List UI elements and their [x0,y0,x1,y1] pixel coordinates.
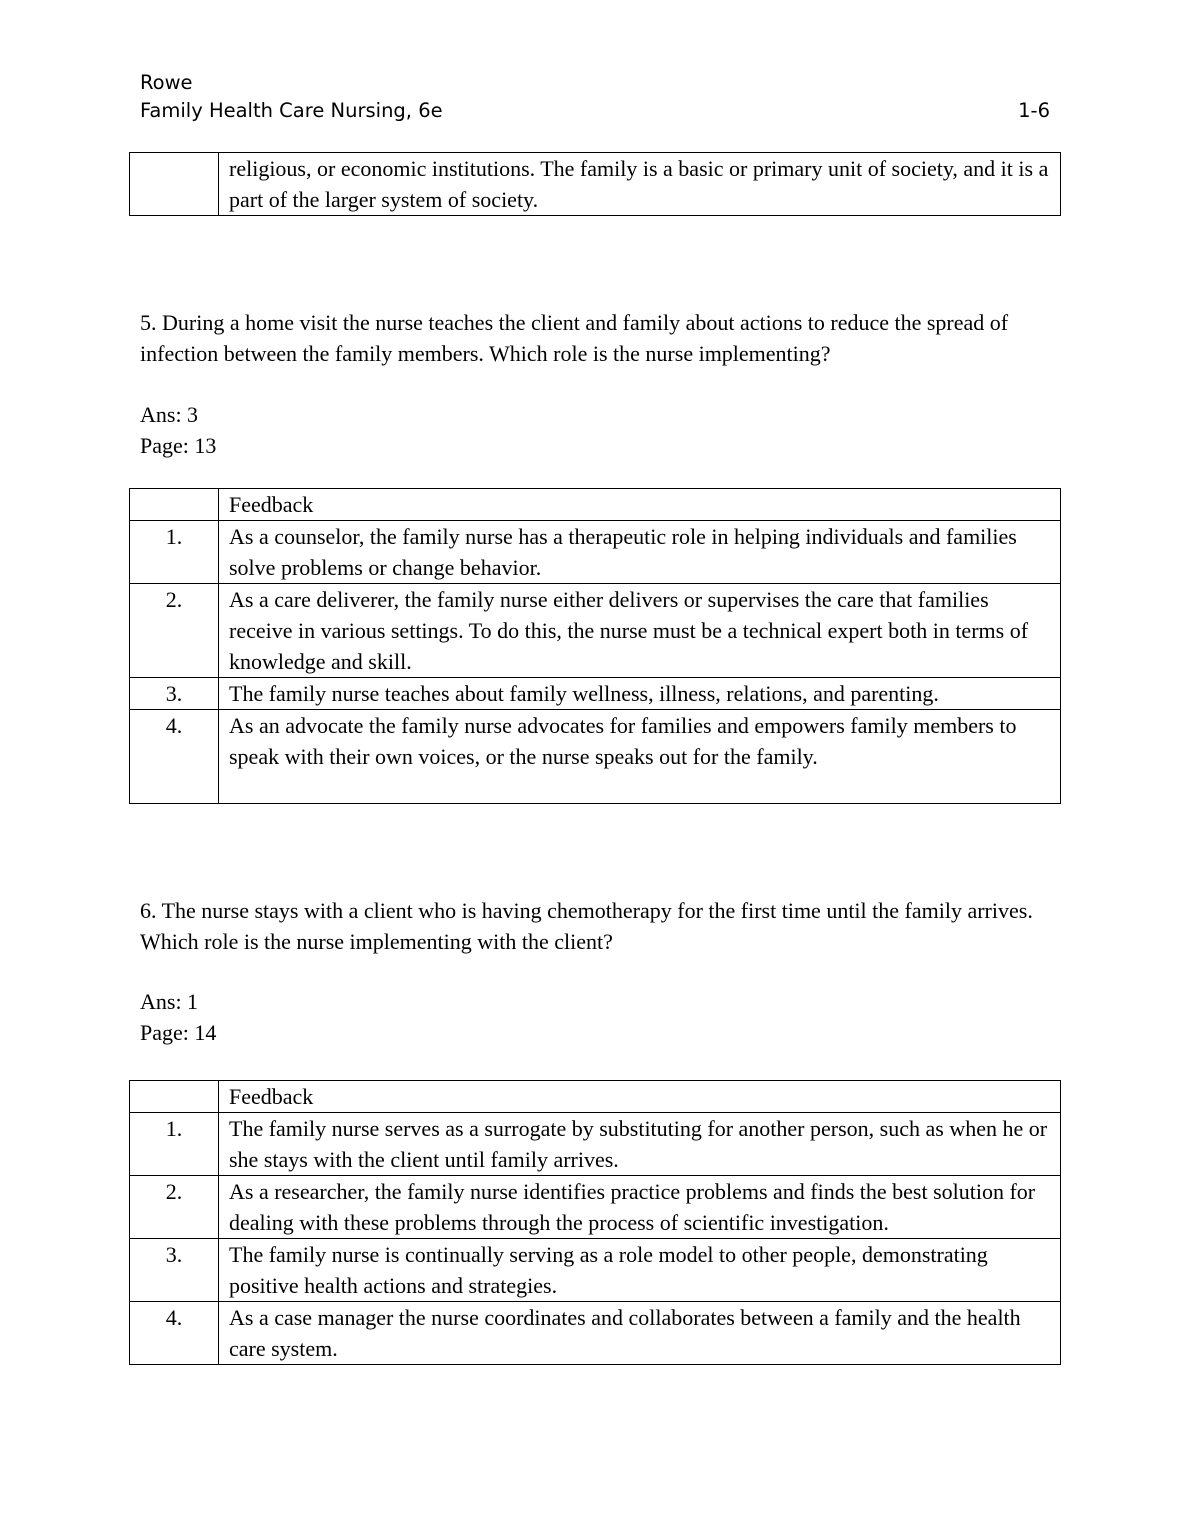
option-number: 4. [130,710,219,804]
option-number: 3. [130,1239,219,1302]
header-book-title: Family Health Care Nursing, 6e [140,99,443,122]
header-author: Rowe [140,71,193,94]
table-row [130,1302,1061,1365]
table-header-row [130,489,1061,521]
option-feedback: As an advocate the family nurse advocates for families and empowers family members to speak with their own voices, or the nurse speaks out for the family. [219,710,1061,804]
question-5-page: Page: 13 [140,433,217,458]
table-row [130,1239,1061,1302]
page-header [140,69,1050,125]
option-feedback: As a case manager the nurse coordinates and collaborates between a family and the health care system. [219,1302,1061,1365]
question-5-meta [140,399,216,461]
table-row [130,1113,1061,1176]
option-feedback: The family nurse serves as a surrogate by substituting for another person, such as when he or she stays with the client until family arrives. [219,1113,1061,1176]
option-feedback: As a care deliverer, the family nurse either delivers or supervises the care that families receive in various settings. To do this, the nurse must be a technical expert both in terms of knowledge and skill. [219,584,1061,678]
table-row [130,678,1061,710]
table-row [130,1176,1061,1239]
empty-cell [130,153,219,216]
table-header-row [130,1081,1061,1113]
header-page-number: 1-6 [1018,99,1050,122]
option-number: 1. [130,521,219,584]
option-number: 1. [130,1113,219,1176]
option-number: 3. [130,678,219,710]
empty-cell [130,1081,219,1113]
empty-cell [130,489,219,521]
option-feedback: The family nurse teaches about family wellness, illness, relations, and parenting. [219,678,1061,710]
table-row [130,521,1061,584]
option-feedback: As a researcher, the family nurse identifies practice problems and finds the best solution for dealing with these problems through the process of scientific investigation. [219,1176,1061,1239]
question-6-text: 6. The nurse stays with a client who is having chemotherapy for the first time until the family arrives. Which role is the nurse implementing with the client? [140,898,1033,954]
feedback-header: Feedback [219,1081,1061,1113]
continued-feedback-table [129,152,1061,216]
option-number: 2. [130,1176,219,1239]
option-number: 2. [130,584,219,678]
question-5-text: 5. During a home visit the nurse teaches the client and family about actions to reduce the spread of infection between the family members. Which role is the nurse implementing? [140,310,1009,366]
option-feedback: The family nurse is continually serving as a role model to other people, demonstrating positive health actions and strategies. [219,1239,1061,1302]
continued-feedback-text: religious, or economic institutions. The family is a basic or primary unit of society, and it is a part of the larger system of society. [219,153,1061,216]
question-6-answer: Ans: 1 [140,989,199,1014]
feedback-header: Feedback [219,489,1061,521]
option-number: 4. [130,1302,219,1365]
option-feedback: As a counselor, the family nurse has a therapeutic role in helping individuals and families solve problems or change behavior. [219,521,1061,584]
question-6-feedback-table [129,1080,1061,1365]
question-6-page: Page: 14 [140,1020,217,1045]
question-5-answer: Ans: 3 [140,402,199,427]
table-row [130,584,1061,678]
table-row [130,710,1061,804]
question-5-feedback-table [129,488,1061,804]
table-row [130,153,1061,216]
header-row [140,97,1050,125]
question-6-meta [140,986,216,1048]
